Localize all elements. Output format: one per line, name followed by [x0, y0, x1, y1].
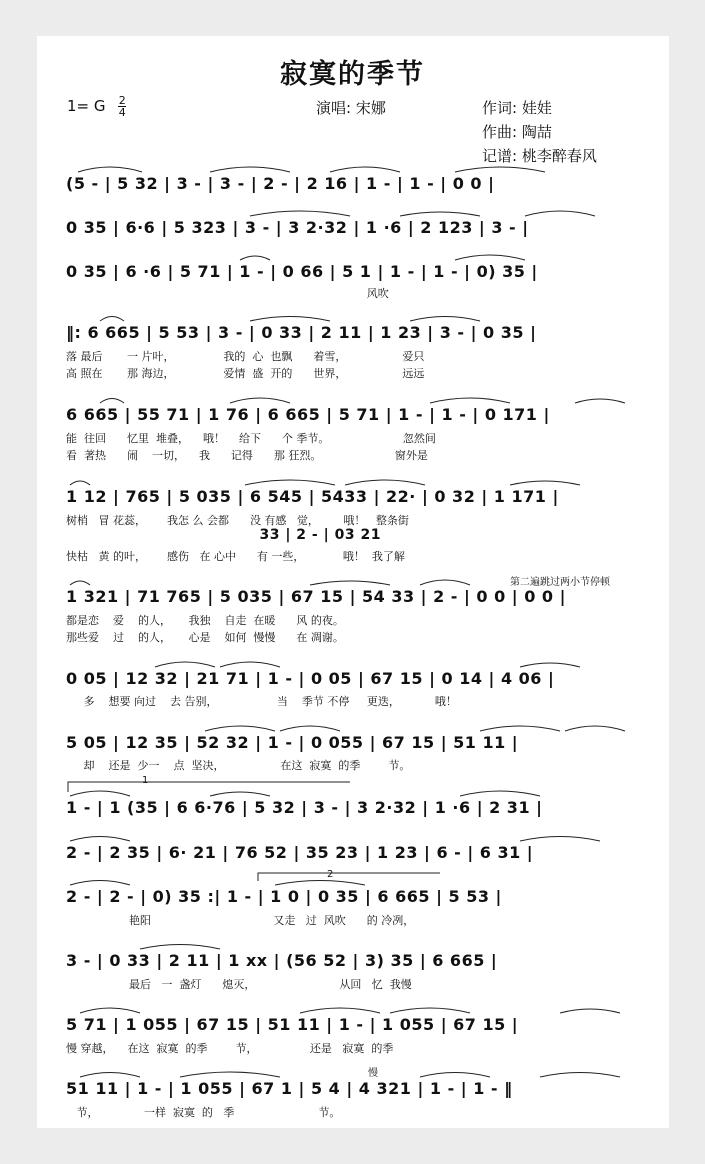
- notation-row: (5 - | 5 32 | 3 - | 3 - | 2 - | 2 16 | 1 - | 1 - | 0 0 |: [66, 174, 495, 193]
- side-note: 第二遍跳过两小节停顿: [510, 577, 610, 588]
- notation-row: 1 321 | 71 765 | 5 035 | 67 15 | 54 33 | 2 - | 0 0 | 0 0 |: [66, 587, 566, 606]
- slow-mark: 慢: [368, 1068, 378, 1079]
- alt-notation-row: 33 | 2 - | 03 21: [66, 527, 381, 543]
- notation-row: 1 12 | 765 | 5 035 | 6 545 | 5433 | 22· | 0 32 | 1 171 |: [66, 487, 559, 506]
- notation-row: 0 35 | 6 ·6 | 5 71 | 1 - | 0 66 | 5 1 | 1 - | 1 - | 0) 35 |: [66, 262, 538, 281]
- transcriber-credit: 记谱: 桃李醉春风: [482, 147, 597, 165]
- song-title: 寂寞的季节: [280, 59, 425, 90]
- notation-row: 6 665 | 55 71 | 1 76 | 6 665 | 5 71 | 1 - | 1 - | 0 171 |: [66, 405, 550, 424]
- time-signature: [118, 95, 126, 118]
- notation-row: 0 35 | 6·6 | 5 323 | 3 - | 3 2·32 | 1 ·6 | 2 123 | 3 - |: [66, 218, 529, 237]
- volta-1: 1: [142, 775, 149, 786]
- lyric-line: 都是恋 爱 的人， 我独 自走 在暖 风 的夜。: [66, 614, 344, 627]
- notation-row: 5 05 | 12 35 | 52 32 | 1 - | 0 055 | 67 15 | 51 11 |: [66, 733, 519, 752]
- lyricist-credit: 作词: 娃娃: [482, 99, 552, 117]
- time-bottom: 4: [118, 106, 126, 119]
- notation-row: ‖: 6 665 | 5 53 | 3 - | 0 33 | 2 11 | 1 23 | 3 - | 0 35 |: [66, 323, 537, 342]
- lyric-line: 快枯 黄 的叶， 感伤 在 心中 有 一些， 哦！ 我了解: [66, 550, 405, 563]
- lyric-line: 落 最后 一 片叶， 我的 心 也飘 着雪， 爱只: [66, 350, 425, 363]
- key-signature: [67, 95, 126, 118]
- notation-row: 1 - | 1 (35 | 6 6·76 | 5 32 | 3 - | 3 2·32 | 1 ·6 | 2 31 |: [66, 798, 543, 817]
- lyric-line: 那些爱 过 的人， 心是 如何 慢慢 在 凋谢。: [66, 631, 344, 644]
- lyric-line: 艳阳 又走 过 风吹 的 冷冽，: [66, 914, 415, 927]
- lyric-line: 能 往回 忆里 堆叠， 哦！ 给下 个 季节。 忽然间: [66, 432, 436, 445]
- notation-row: 51 11 | 1 - | 1 055 | 67 1 | 5 4 | 4 321 | 1 - | 1 - ‖: [66, 1079, 513, 1098]
- time-top: 2: [118, 94, 126, 107]
- lyric-line: 最后 一 盏灯 熄灭， 从回 忆 我慢: [66, 978, 412, 991]
- lyric-line: 却 还是 少一 点 坚决， 在这 寂寞 的季 节。: [66, 759, 411, 772]
- notation-row: 3 - | 0 33 | 2 11 | 1 xx | (56 52 | 3) 35 | 6 665 |: [66, 951, 498, 970]
- lyric-line: 风吹: [66, 287, 389, 300]
- notation-row: 0 05 | 12 32 | 21 71 | 1 - | 0 05 | 67 15 | 0 14 | 4 06 |: [66, 669, 555, 688]
- lyric-line: 多 想要 向过 去 告别， 当 季节 不停 更迭， 哦！: [66, 695, 457, 708]
- singer-credit: 演唱: 宋娜: [316, 99, 386, 117]
- notation-row: 2 - | 2 - | 0) 35 :| 1 - | 1 0 | 0 35 | 6 665 | 5 53 |: [66, 887, 502, 906]
- composer-credit: 作曲: 陶喆: [482, 123, 552, 141]
- volta-2: 2: [327, 869, 334, 880]
- lyric-line: 树梢 冒 花蕊， 我怎 么 会都 没 有感 觉， 哦！ 整条街: [66, 514, 409, 527]
- lyric-line: 看 著热 闹 一切， 我 记得 那 狂烈。 窗外是: [66, 449, 428, 462]
- notation-row: 2 - | 2 35 | 6· 21 | 76 52 | 35 23 | 1 23 | 6 - | 6 31 |: [66, 843, 534, 862]
- lyric-line: 高 照在 那 海边， 爱情 盛 开的 世界， 远远: [66, 367, 425, 380]
- notation-row: 5 71 | 1 055 | 67 15 | 51 11 | 1 - | 1 055 | 67 15 |: [66, 1015, 519, 1034]
- key-label: 1= G: [67, 97, 106, 115]
- lyric-line: 节， 一样 寂寞 的 季 节。: [66, 1106, 341, 1119]
- lyric-line: 慢 穿越， 在这 寂寞 的季 节， 还是 寂寞 的季: [66, 1042, 394, 1055]
